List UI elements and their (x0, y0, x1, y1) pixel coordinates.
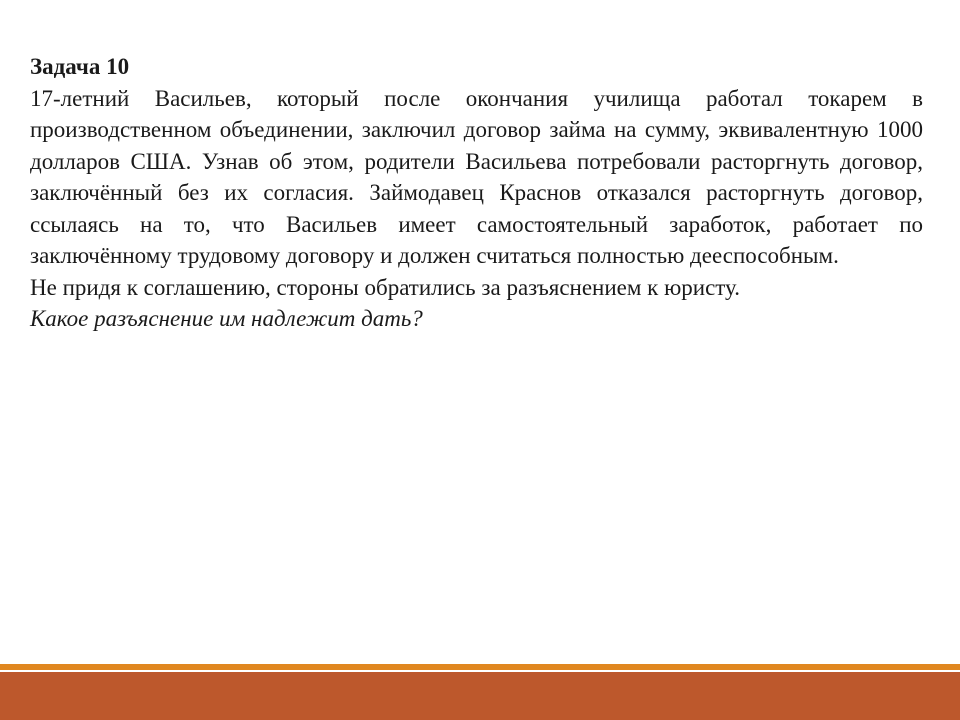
task-title: Задача 10 (30, 54, 130, 79)
task-description: 17-летний Васильев, который после окончания училища работал токарем в производственном объединении, заключил договор займа на сумму, эквивалентную 1000 долларов США. Узнав об этом, родители Васильева потребовали расторгнуть договор, заключённый без их согласия. Займодавец Краснов отказался расторгнуть договор, ссылаясь на то, что Васильев имеет самостоятельный заработок, работает по заключённому трудовому договору и должен считаться полностью дееспособным. (30, 85, 923, 268)
task-question: Какое разъяснение им надлежит дать? (30, 306, 423, 331)
task-situation: Не придя к соглашению, стороны обратились за разъяснением к юристу. (30, 274, 740, 300)
footer-bar (0, 672, 960, 720)
slide-content (30, 51, 923, 335)
footer-accent-line (0, 664, 960, 670)
